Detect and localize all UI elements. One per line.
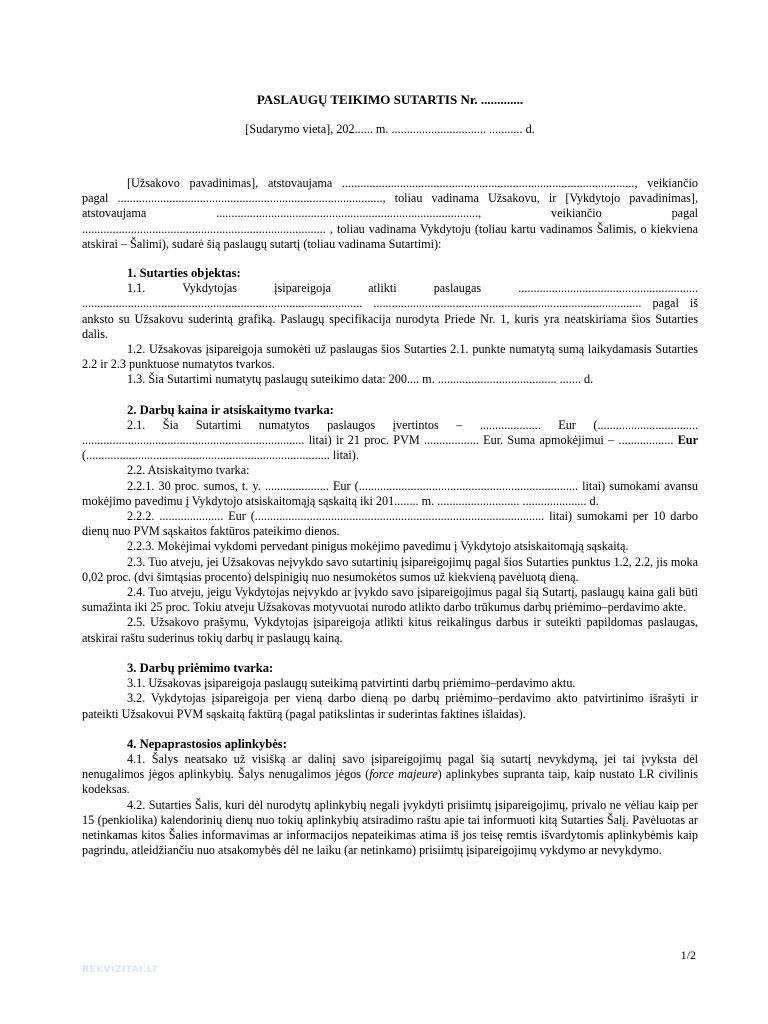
clause-1-1: 1.1. Vykdytojas įsipareigoja atlikti paslaugas ........................................................... ............................................................................................ ........................................................................................ pagal iš anksto su Užsakovu suderintą grafiką. Paslaugų specifikacija nurodyta Priede Nr. 1, kuris yra neatskiriama šios Sutarties dalis. [82, 281, 698, 341]
place-and-date: [Sudarymo vieta], 202...... m. ............................... ........... d. [245, 122, 535, 136]
clause-2-3: 2.3. Tuo atveju, jei Užsakovas neįvykdo savo sutartinių įsipareigojimų pagal šios Sutarties punktus 1.2, 2.2, jis moka 0,02 proc. (dvi šimtąsias procento) delspinigių nuo nesumokėtos sumos už kiekvieną pavėluotą dieną. [82, 554, 698, 584]
clause-3-2: 3.2. Vykdytojas įsipareigoja per vieną darbo dieną po darbų priėmimo–perdavimo akto patvirtinimo išrašyti ir pateikti Užsakovui PVM sąskaitą faktūrą (pagal patikslintas ir suderintas faktines išlaidas). [82, 691, 698, 721]
intro-paragraph: [Užsakovo pavadinimas], atstovaujama ................................................................................................, veikiančio pagal ......................................................................................., toliau vadinama Užsakovu, ir [Vykdytojo pavadinimas], atstovaujama ......................................................................................, veikiančio pagal ................................................................................ , toliau vadinama Vykdytoju (toliau kartu vadinamos Šalimis, o kiekviena atskirai – Šalimi), sudarė šią paslaugų sutartį (toliau vadinama Sutartimi): [82, 176, 698, 251]
section-heading: 3. Darbų priėmimo tvarka: [127, 660, 274, 675]
document-title: PASLAUGŲ TEIKIMO SUTARTIS Nr. ............. [256, 92, 524, 107]
document-page [82, 0, 698, 858]
watermark-logo: REKVIZITAI.LT [82, 965, 159, 975]
clause-1-3: 1.3. Šia Sutartimi numatytų paslaugų suteikimo data: 200.... m. ....................................... ....... d. [127, 372, 594, 387]
clause-2-4: 2.4. Tuo atveju, jeigu Vykdytojas neįvykdo ar įvykdo savo įsipareigojimus pagal šią Sutartį, paslaugų kaina gali būti sumažinta iki 25 proc. Tokiu atveju Užsakovas motyvuotai nurodo atlikto darbo trūkumus darbų priėmimo–perdavimo akte. [82, 585, 698, 615]
section-heading: 2. Darbų kaina ir atsiskaitymo tvarka: [127, 402, 334, 417]
clause-4-2: 4.2. Sutarties Šalis, kuri dėl nurodytų aplinkybių negali įvykdyti prisiimtų įsipareigojimų, privalo ne vėliau kaip per 15 (penkiolika) kalendorinių dienų nuo tokių aplinkybių atsiradimo raštu apie tai informuoti kitą Sutarties Šalį. Pavėluotas ar netinkamas kitos Šalies informavimas ar informacijos nepateikimas atima iš jos teisę remtis išvardytomis aplinkybėmis kaip pagrindu, atleidžiančiu nuo atsakomybės dėl ne laiku (ar netinkamo) prisiimtų įsipareigojimų vykdymo ar nevykdymo. [82, 797, 698, 858]
clause-3-1: 3.1. Užsakovas įsipareigoja paslaugų suteikimą patvirtinti darbų priėmimo–perdavimo aktu. [127, 676, 576, 691]
clause-1-2: 1.2. Užsakovas įsipareigoja sumokėti už paslaugas šios Sutarties 2.1. punkte numatytą sumą laikydamasis Sutarties 2.2 ir 2.3 punktuose numatytos tvarkos. [82, 342, 698, 372]
section-heading: 4. Nepaprastosios aplinkybės: [127, 736, 287, 751]
clause-4-1: 4.1. Šalys neatsako už visišką ar dalinį savo įsipareigojimų pagal šią sutartį nevykdymą, jei tai įvyksta dėl nenugalimos jėgos aplinkybių. Šalys nenugalimos jėgos (force majeure) aplinkybes supranta taip, kaip nustato LR civilinis kodeksas. [82, 751, 698, 797]
section-heading: 1. Sutarties objektas: [127, 266, 241, 281]
clause-2-2-1: 2.2.1. 30 proc. sumos, t. y. ..................... Eur (........................................................................ litai) sumokami avansu mokėjimo pavedimu į Vykdytojo atsiskaitomąją sąskaitą iki 201........ m. ........................... ..................... d. [82, 478, 698, 508]
clause-2-2-2: 2.2.2. ..................... Eur (............................................................................................... litai) sumokami per 10 darbo dienų nuo PVM sąskaitos faktūros pateikimo dienos. [82, 509, 698, 539]
clause-2-1: 2.1. Šia Sutartimi numatytos paslaugos įvertintos – .................... Eur (................................. ......................................................................... litai) ir 21 proc. PVM .................. Eur. Suma apmokėjimui – .................. Eur (................................................................................ litai). [82, 417, 698, 463]
clause-2-2-3: 2.2.3. Mokėjimai vykdomi pervedant pinigus mokėjimo pavedimu į Vykdytojo atsiskaitomąją sąskaitą. [127, 539, 629, 554]
page-number: 1/2 [680, 948, 696, 962]
clause-2-2: 2.2. Atsiskaitymo tvarka: [127, 463, 250, 478]
clause-2-5: 2.5. Užsakovo prašymu, Vykdytojas įsipareigoja atlikti kitus reikalingus darbus ir suteikti papildomas paslaugas, atskirai raštu suderinus tokių darbų ir paslaugų kainą. [82, 615, 698, 645]
